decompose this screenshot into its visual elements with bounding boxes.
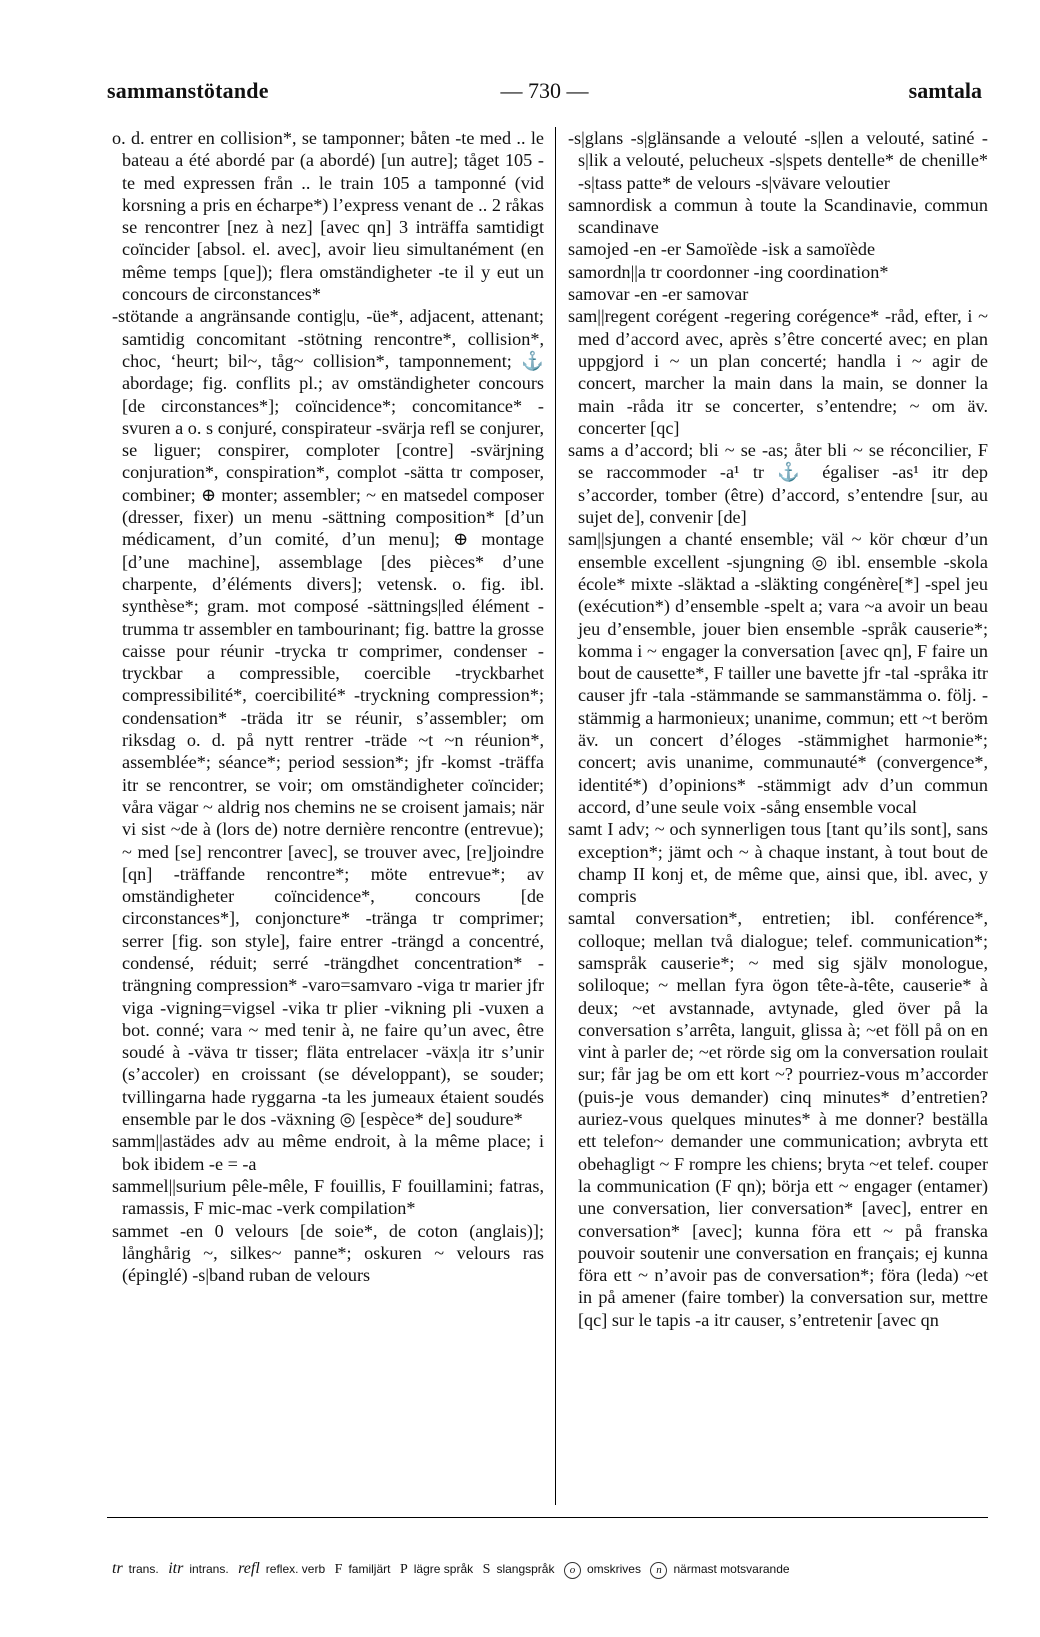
abbr-itr-text: intrans. xyxy=(189,1562,229,1576)
left-column xyxy=(112,127,544,1505)
page-number: — 730 — xyxy=(500,78,589,103)
entry: -s|glans -s|glänsande a velouté -s|len a velouté, satiné -s|lik a velouté, pelucheux -s|spets dentelle* de chenille* -s|tass patte* de velours -s|vävare veloutier xyxy=(568,128,988,193)
entry: samnordisk a commun à toute la Scandinavie, commun scandinave xyxy=(568,194,988,238)
abbr-itr: itr xyxy=(168,1560,184,1577)
abbr-F-text: familjärt xyxy=(348,1562,391,1576)
abbr-S-text: slangspråk xyxy=(496,1562,555,1576)
circled-n-icon: n xyxy=(650,1562,667,1579)
header-first-word: sammanstötande xyxy=(107,78,269,103)
abbr-refl: refl xyxy=(238,1560,260,1577)
entry: sam||regent corégent -regering corégence* -råd, efter, i ~ med d’accord avec, après s’être concerté avec; en plan uppgjord i ~ un plan concerté; handla i ~ agir de concert, marcher la main dans la main, se donner la main -råda itr se concerter, s’entendre; ~ om äv. concerter [qc] xyxy=(568,306,988,438)
abbr-n-text: närmast motsvarande xyxy=(673,1562,790,1576)
entry: samt I adv; ~ och synnerligen tous [tant qu’ils sont], sans exception*; jämt och ~ à chaque instant, à tout bout de champ II konj et, de même que, ainsi que, ibl. avec, y compris xyxy=(568,819,988,907)
right-column xyxy=(568,127,988,1505)
entry: sam||sjungen a chanté ensemble; väl ~ kör chœur d’un ensemble excellent -sjungning ◎ ibl. ensemble -skola école* mixte -släktad a -släkting congénère[*] -spel jeu (exécution*) d’ensemble -spelt a; vara ~a avoir un beau jeu d’ensemble, jouer bien ensemble -språk causerie*; komma i ~ engager la conversation [avec qn], F faire un bout de causette*, F tailler une bavette jfr -tal -språka itr causer jfr -tala -stämmande se sammanstämma o. följ. -stämmig a harmonieux; unanime, commun; ett ~t beröm äv. un concert d’éloges -stämmighet harmonie*; concert; avis unanime, communauté* (convergence*, identité*) d’opinions* -stämmigt adv d’un commun accord, d’une seule voix -sång ensemble vocal xyxy=(568,529,988,817)
entry: sammel||surium pêle-mêle, F fouillis, F fouillamini; fatras, ramassis, F mic-mac -verk compilation* xyxy=(112,1175,544,1219)
circled-o-icon: o xyxy=(564,1562,581,1579)
entry: samordn||a tr coordonner -ing coordination* xyxy=(568,261,889,282)
abbr-S: S xyxy=(482,1562,491,1577)
column-divider xyxy=(555,127,556,1505)
entry: samm||astädes adv au même endroit, à la même place; i bok ibidem -e = -a xyxy=(112,1131,544,1174)
entry: o. d. entrer en collision*, se tamponner; båten -te med .. le bateau a été abordé par (a abordé) [un autre]; tåget 105 -te med expressen från .. le train 105 a tamponné (vid korsning a pris en écharpe*) l’express venant de .. 2 råkas se rencontrer [nez à nez] [avec qn] 3 inträffa samtidigt coïncider [absol. el. avec], avoir lieu simultanément (en même temps [que]); flera omständigheter -te il y eut un concours de circonstances* xyxy=(112,128,544,305)
entry: samojed -en -er Samoïède -isk a samoïède xyxy=(568,239,876,260)
abbr-tr-text: trans. xyxy=(128,1562,159,1576)
abbr-refl-text: reflex. verb xyxy=(265,1562,326,1576)
abbr-tr: tr xyxy=(112,1560,123,1577)
entry: sammet -en 0 velours [de soie*, de coton (anglais)]; långhårig ~, silkes~ panne*; oskuren ~ velours ras (épinglé) -s|band ruban de velours xyxy=(112,1220,544,1286)
entry: samtal conversation*, entretien; ibl. conférence*, colloque; mellan två dialogue; telef. communication*; samspråk causerie*; ~ med sig själv monologue, soliloque; ~ mellan fyra ögon tête-à-tête, causerie* à deux; ~et avstannade, avtynade, gled över på la conversation s’arrêta, languit, glissa à; ~et föll på on en vint à parler de; ~et rörde sig om la conversation roulait sur; får jag be om ett kort ~? pourriez-vous m’accorder (puis-je vous demander) cinq minutes* d’entretien? auriez-vous quelques minutes* à me donner? beställa ett telefon~ demander une communication; avbryta ett obehagligt ~ F rompre les chiens; bryta ~et telef. couper la communication (F qn); börja ett ~ engager (entamer) une conversation, lier conversation* [avec], entrer en conversation* [avec]; kunna föra ett ~ på franska pouvoir soutenir une conversation en français; ej kunna föra ett ~ n’avoir pas de conversation*; föra (leda) ~et in på amener (faire tomber) la conversation sur, mettre [qc] sur le tapis -a itr causer, s’entretenir [avec qn xyxy=(568,908,988,1330)
header-last-word: samtala xyxy=(908,78,982,103)
abbr-F: F xyxy=(334,1562,343,1577)
entry: samovar -en -er samovar xyxy=(568,284,749,305)
abbreviation-legend xyxy=(112,1560,988,1579)
entry: -stötande a angränsande contig|u, -üe*, adjacent, attenant; samtidig concomitant -stötning rencontre*, collision*, choc, ‘heurt; bil~, tåg~ collision*, tamponnement; ⚓ abordage; fig. conflits pl.; av omständigheter concours [de circonstances*]; coïncidence*; concomitance* -svuren a o. s conjuré, conspirateur -svärja refl se conjurer, se liguer; conspirer, comploter [contre] -svärjning conjuration*, conspiration*, complot -sätta tr composer, combiner; ⊕ monter; assembler; ~ en matsedel composer (dresser, fixer) un menu -sättning composition* [d’un médicament, d’un comité, d’un menu]; ⊕ montage [d’une machine], assemblage [des pièces* d’une charpente, d’éléments divers]; vetensk. o. fig. ibl. synthèse*; gram. mot composé -sättnings|led élément -trumma tr assembler en tambourinant; fig. battre la grosse caisse pour réunir -trycka tr comprimer, condenser -tryckbar a compressible, coercible -tryckbarhet compressibilité*, coercibilité* -tryckning compression*; condensation* -träda itr se réunir, s’assembler; om riksdag o. d. på nytt rentrer -träde ~t ~n réunion*, assemblée*; séance*; period session*; jfr -komst -träffa itr se rencontrer, se voir; om omständigheter coïncider; våra vägar ~ aldrig nos chemins ne se croisent jamais; när vi sist ~de à (lors de) notre dernière rencontre (entrevue); ~ med [se] rencontrer [avec], se trouver avec, [re]joindre [qn] -träffande rencontre*; möte entrevue*; av omständigheter coïncidence*, concours [de circonstances*], conjoncture* -tränga tr comprimer; serrer [fig. son style], faire entrer -trängd a concentré, condensé, réduit; serré -trängdhet concentration* -trängning compression* -varo=samvaro -viga tr marier jfr viga -vigning=vigsel -vika tr plier -vikning pli -vuxen a bot. conné; vara ~ med tenir à, ne faire qu’un avec, être soudé à -väva tr tisser; fläta entrelacer -väx|a itr s’unir (s’accoler) en croissant (se développant), se souder; tvillingarna hade ryggarna -ta les jumeaux étaient soudés ensemble par le dos -växning ◎ [espèce* de] soudure* xyxy=(112,306,544,1130)
page-header xyxy=(107,78,982,112)
entry: sams a d’accord; bli ~ se -as; åter bli ~ se réconcilier, F se raccommoder -a¹ tr ⚓ égaliser -as¹ itr dep s’accorder, tomber (être) d’accord, s’entendre [sur, au sujet de], convenir [de] xyxy=(568,440,988,528)
footer-rule xyxy=(107,1517,988,1518)
abbr-P: P xyxy=(399,1562,408,1577)
abbr-o-text: omskrives xyxy=(586,1562,641,1576)
abbr-P-text: lägre språk xyxy=(413,1562,474,1576)
